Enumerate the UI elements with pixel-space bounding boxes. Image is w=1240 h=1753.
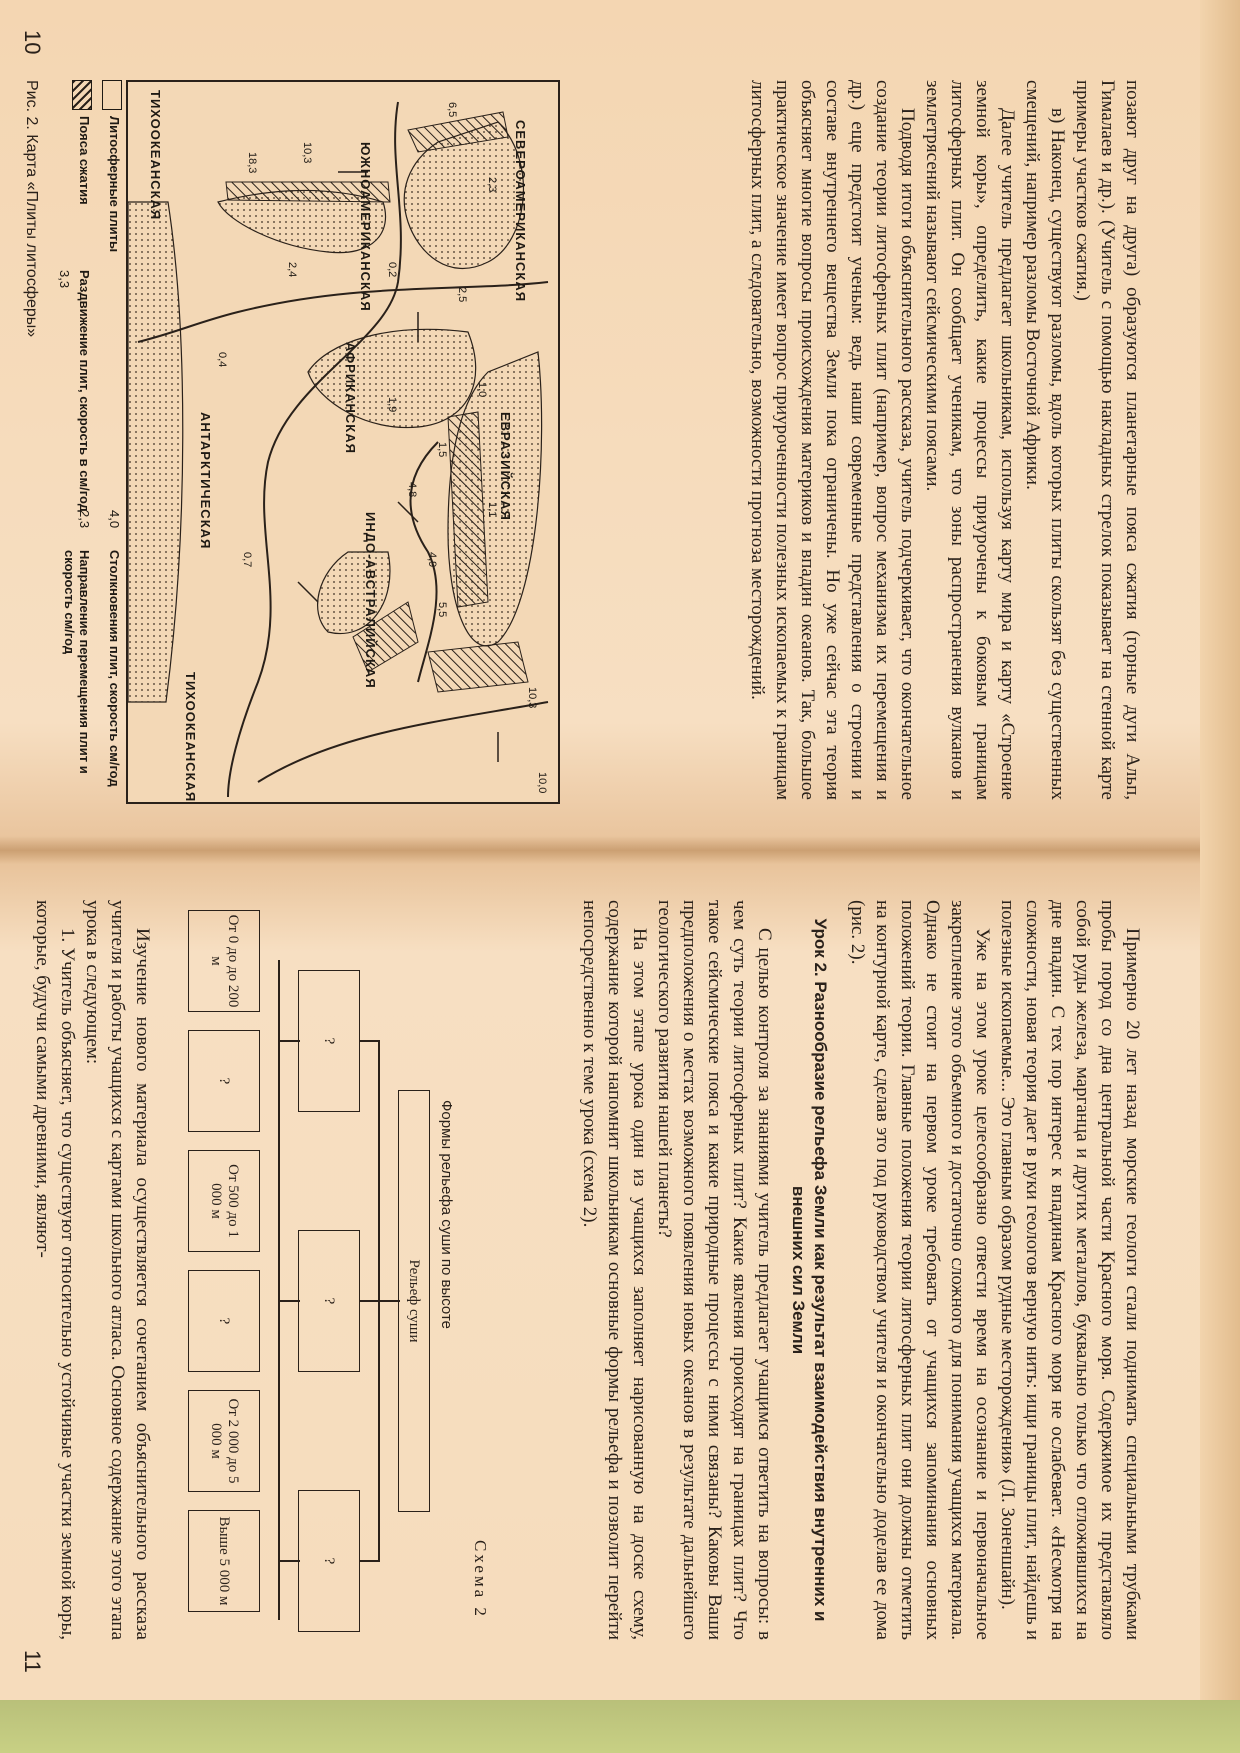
legend-plates-label: Литосферные плиты bbox=[107, 116, 122, 253]
page-number-right: 11 bbox=[20, 1650, 45, 1673]
map-value: 10,0 bbox=[536, 772, 548, 794]
scheme-connector bbox=[360, 1300, 380, 1302]
scheme-leaf-0-200: От 0 до до 200 м bbox=[188, 910, 260, 1012]
map-label-african: АФРИКАНСКАЯ bbox=[343, 342, 358, 454]
legend-direction-value: 2,3 bbox=[77, 510, 92, 529]
legend-collision-value: 4,0 bbox=[107, 510, 122, 529]
book-cover-edge bbox=[0, 1700, 1240, 1753]
relief-scheme-diagram bbox=[170, 900, 430, 1640]
map-label-pacific-west: ТИХООКЕАНСКАЯ bbox=[148, 90, 163, 221]
scheme-leaf-above-5000: Выше 5 000 м bbox=[188, 1510, 260, 1612]
map-value: 1,1 bbox=[486, 502, 498, 518]
right-paragraph-4: На этом этапе урока один из учащихся заполняет нарисованную на доске схему, содержание которой напомнит школьникам основные формы рельефа и позволит перейти непосредственно к теме урока (схема 2). bbox=[579, 900, 650, 1640]
map-value: 2,5 bbox=[456, 287, 468, 303]
page-edge bbox=[1200, 0, 1240, 1700]
map-label-south-american: ЮЖНОАМЕРИКАНСКАЯ bbox=[358, 142, 373, 312]
map-value: 1,0 bbox=[476, 382, 488, 398]
map-value: 10,3 bbox=[301, 142, 313, 164]
scheme-connector bbox=[280, 1300, 300, 1302]
map-value: 0,7 bbox=[241, 552, 253, 568]
right-paragraph-3: С целью контроля за знаниями учитель предлагает учащимся ответить на вопросы: в чем суть теории литосферных плит? Какие явления происходят на границах плит? Что такое сейсмические пояса и какие природные процессы с ними связаны? Каковы Ваши предположения о местах возможного появления новых океанов в результате дальнейшего геологического развития нашей планеты? bbox=[654, 900, 775, 1640]
scheme-leaf-2000-5000: От 2 000 до 5 000 м bbox=[188, 1390, 260, 1492]
left-page bbox=[0, 0, 1200, 850]
scheme-connector bbox=[280, 1560, 300, 1562]
figure-caption: Рис. 2. Карта «Плиты литосферы» bbox=[23, 80, 40, 338]
book-gutter bbox=[0, 836, 1200, 864]
right-paragraph-5: Изучение нового материала осуществляется сочетанием объяснительного рассказа учителя и работы учащихся с картами школьного атласа. Основное содержание этого этапа урока в следующем: bbox=[82, 900, 153, 1640]
map-value: 1,5 bbox=[436, 442, 448, 458]
scheme-connector bbox=[280, 1040, 300, 1042]
left-paragraph-4: Подводя итоги объяснительного рассказа, учитель подчеркивает, что окончательное создание теории литосферных плит (например, вопрос механизма их перемещения и др.) еще предстоит ученым: ведь наши современные представления о строении и составе внутреннего вещества Земли пока ограничены. Но уже сейчас эта теория объясняет многие вопросы происхождения материков и впадин океанов. Так, большое практическое значение имеет вопрос приуроченности полезных ископаемых к границам литосферных плит, а следовательно, возможности прогноза месторождений. bbox=[747, 80, 918, 800]
right-page bbox=[0, 850, 1200, 1700]
scheme-leaf-unknown-1: ? bbox=[188, 1030, 260, 1132]
page-number-left: 10 bbox=[20, 30, 45, 55]
map-label-antarctic: АНТАРКТИЧЕСКАЯ bbox=[198, 412, 213, 550]
right-paragraph-1: Примерно 20 лет назад морские геологи стали поднимать специальными трубками пробы пород со дна центральной части Красного моря. Содержимое их представляло собой руды железа, марганца и других металлов, буквально только что отложившихся на дне впадин. С тех пор интерес к впадинам Красного моря не ослабевает. «Несмотря на сложности, новая теория дает в руки геологов верную нить: ищи границы плит, найдешь и полезные ископаемые... Это главным образом рудные месторождения» (Л. Зоненшайн). bbox=[997, 900, 1143, 1640]
map-value: 4,9 bbox=[426, 552, 438, 568]
legend-compression-label: Пояса сжатия bbox=[77, 116, 92, 205]
scheme-leaf-unknown-2: ? bbox=[188, 1270, 260, 1372]
map-value: 0,2 bbox=[386, 262, 398, 278]
scheme-connector bbox=[279, 960, 281, 1620]
lithosphere-plates-map bbox=[126, 80, 560, 804]
legend-spreading-value: 3,3 bbox=[57, 270, 72, 289]
left-page-text bbox=[745, 80, 1145, 800]
legend-plates-swatch bbox=[102, 80, 122, 110]
scheme-mid-box-2: ? bbox=[298, 1230, 360, 1372]
map-value: 6,5 bbox=[446, 102, 458, 118]
right-page-bottom-text bbox=[30, 900, 155, 1640]
lesson-heading: Урок 2. Разнообразие рельефа Земли как результат взаимодействия внутренних и внешних сил Земли bbox=[789, 918, 830, 1622]
map-value: 5,5 bbox=[436, 602, 448, 618]
scheme-connector bbox=[360, 1560, 380, 1562]
scheme-mid-box-1: ? bbox=[298, 970, 360, 1112]
legend-direction-label: Направление перемещения плит и скорость см/год bbox=[62, 550, 92, 774]
scheme-mid-box-3: ? bbox=[298, 1490, 360, 1632]
legend-collision-label: Столкновения плит, скорость см/год bbox=[107, 550, 122, 787]
map-label-north-american: СЕВЕРОАМЕРИКАНСКАЯ bbox=[513, 120, 528, 303]
scheme-title: Формы рельефа суши по высоте bbox=[438, 1100, 455, 1329]
map-value: 18,3 bbox=[246, 152, 258, 174]
map-label-eurasian: ЕВРАЗИЙСКАЯ bbox=[498, 412, 513, 521]
left-paragraph-3: Далее учитель предлагает школьникам, используя карту мира и карту «Строение земной коры», определить, какие процессы приурочены к боковым границам литосферных плит. Он сообщает ученикам, что зоны распространения вулканов и землетрясений называют сейсмическими поясами. bbox=[922, 80, 1018, 800]
map-value: 0,4 bbox=[216, 352, 228, 368]
map-label-indo-australian: ИНДО-АВСТРАЛИЙСКАЯ bbox=[363, 512, 378, 689]
map-value: 1,9 bbox=[386, 397, 398, 413]
scheme-label: Схема 2 bbox=[471, 1540, 490, 1619]
map-value: 2,3 bbox=[486, 177, 498, 193]
scheme-root-box: Рельеф суши bbox=[398, 1090, 430, 1512]
scheme-connector bbox=[380, 1300, 400, 1302]
scheme-leaf-500-1000: От 500 до 1 000 м bbox=[188, 1150, 260, 1252]
right-paragraph-2: Уже на этом уроке целесообразно отвести время на осознание и первоначальное закрепление этого объемного и достаточно сложного для понимания учащихся материала. Однако не стоит на первом уроке требовать от учащихся запоминания основных положений теории. Главные положения теории литосферных плит они должны отметить на контурной карте, сделав это под руководством учителя и окончательно доделав ее дома (рис. 2). bbox=[847, 900, 993, 1640]
right-paragraph-6: 1. Учитель объясняет, что существуют относительно устойчивые участки земной коры, которые, будучи самыми древними, являют- bbox=[32, 900, 78, 1640]
left-paragraph-2: в) Наконец, существуют разломы, вдоль которых плиты скользят без существенных смещений, например разломы Восточной Африки. bbox=[1022, 80, 1068, 800]
map-value: 2,4 bbox=[286, 262, 298, 278]
scheme-connector bbox=[360, 1040, 380, 1042]
left-paragraph-1: позают друг на друга) образуются планетарные пояса сжатия (горные дуги Альп, Гималаев и др.). (Учитель с помощью накладных стрелок показывает на стенной карте примеры участков сжатия.) bbox=[1072, 80, 1143, 800]
map-value: 10,3 bbox=[526, 687, 538, 709]
legend-spreading-label: Раздвижение плит, скорость в см/год bbox=[77, 270, 92, 513]
map-value: 4,8 bbox=[406, 482, 418, 498]
map-legend bbox=[48, 80, 128, 800]
legend-compression-swatch bbox=[72, 80, 92, 110]
map-label-pacific-east: ТИХООКЕАНСКАЯ bbox=[183, 672, 198, 803]
right-page-text bbox=[577, 900, 1145, 1640]
